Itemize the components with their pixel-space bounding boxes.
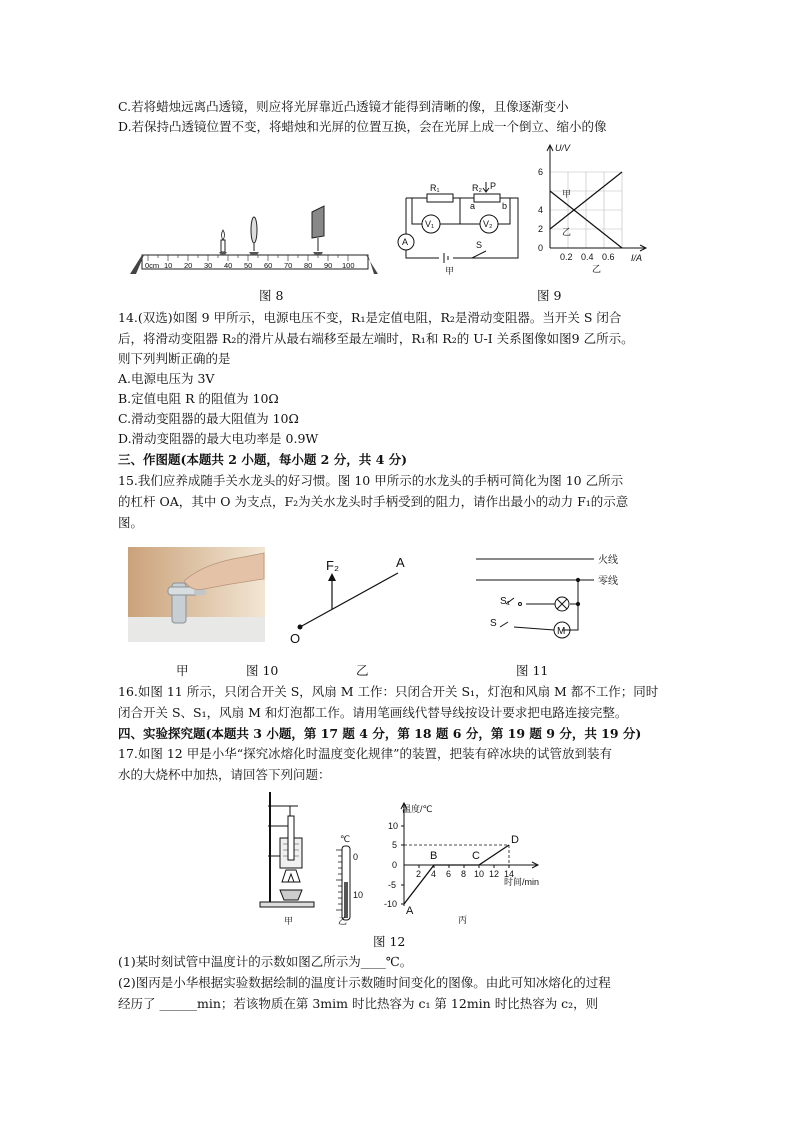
ruler-label: 90 (324, 261, 333, 270)
x-tick: 0.4 (581, 252, 594, 262)
ruler-label: 100 (342, 261, 355, 270)
point-o-label: O (290, 631, 301, 645)
ruler-label: 40 (224, 261, 233, 270)
point-d: D (511, 834, 519, 846)
switch-label: S (476, 240, 483, 250)
q14-option-b: B.定值电阻 R 的阻值为 10Ω (118, 391, 279, 406)
ammeter-label: A (402, 237, 409, 247)
r1-label: R₁ (430, 183, 440, 193)
ruler-label: 30 (204, 261, 213, 270)
b-label: b (502, 201, 508, 211)
fig10-left-label: 甲 (176, 663, 189, 678)
q17-sub-1: (1)某时刻试管中温度计的示数如图乙所示为____℃。 (118, 954, 413, 969)
figure-12-chart (378, 796, 548, 931)
y-tick: 4 (538, 205, 544, 215)
x-tick: 14 (504, 869, 515, 879)
section-4-heading: 四、实验探究题(本题共 3 小题，第 17 题 4 分，第 18 题 6 分，第 19 题 9 分，共 19 分) (118, 726, 642, 741)
q17-sub-2: (2)图丙是小华根据实验数据绘制的温度计示数随时间变化的图像。由此可知冰熔化的过程 (118, 975, 611, 990)
s-label: S (490, 618, 497, 629)
figure-9-caption: 图 9 (537, 288, 562, 303)
figure-11-circuit (470, 548, 640, 640)
y-tick: 2 (538, 224, 544, 234)
fig12-yi-label: 乙 (338, 916, 348, 926)
a-label: a (470, 201, 476, 211)
f2-label: F₂ (326, 558, 339, 573)
motor-label: M (557, 626, 566, 637)
graph-sublabel: 乙 (592, 264, 602, 274)
thermometer-10: 10 (353, 890, 364, 900)
q14-line: 则下列判断正确的是 (118, 351, 231, 366)
y-tick: 6 (538, 167, 544, 177)
fig12-bing-label: 丙 (458, 915, 468, 925)
ruler-label: 70 (284, 261, 293, 270)
lens-icon (249, 217, 259, 255)
figure-10-caption: 图 10 (246, 663, 279, 678)
x-tick: 4 (431, 869, 437, 879)
option-d: D.若保持凸透镜位置不变，将蜡烛和光屏的位置互换，会在光屏上成一个倒立、缩小的像 (118, 119, 607, 134)
x-tick: 0.2 (560, 252, 573, 262)
q14-option-a: A.电源电压为 3V (118, 371, 215, 386)
y-tick: -5 (388, 880, 397, 890)
x-tick: 0.6 (602, 252, 615, 262)
fig12-jia-label: 甲 (284, 916, 294, 926)
y-tick: 5 (392, 840, 398, 850)
x-tick: 12 (489, 869, 500, 879)
y-tick: 0 (392, 860, 398, 870)
ruler-label: 20 (184, 261, 193, 270)
s1-label: S₁ (500, 596, 511, 607)
x-tick: 6 (446, 869, 452, 879)
q14-line: 14.(双选)如图 9 甲所示，电源电压不变，R₁是定值电阻，R₂是滑动变阻器。当开关 S 闭合 (118, 310, 622, 325)
q14-line: 后，将滑动变阻器 R₂的滑片从最右端移至最左端时，R₁和 R₂的 U-I 关系图像如图9 乙所示。 (118, 331, 634, 346)
line-jia-label: 甲 (562, 189, 572, 199)
ruler-label: 80 (304, 261, 313, 270)
y-tick: -10 (384, 899, 398, 909)
x-axis-label: I/A (631, 253, 643, 263)
figure-12-apparatus (250, 786, 370, 930)
option-c: C.若将蜡烛远离凸透镜，则应将光屏靠近凸透镜才能得到清晰的像，且像逐渐变小 (118, 99, 569, 114)
neutral-wire-label: 零线 (598, 576, 618, 587)
figure-11-caption: 图 11 (516, 663, 549, 678)
x-tick: 2 (416, 869, 422, 879)
ruler-label: 60 (264, 261, 273, 270)
section-3-heading: 三、作图题(本题共 2 小题，每小题 2 分，共 4 分) (118, 452, 408, 467)
q17-line: 水的大烧杯中加热，请回答下列问题： (118, 767, 331, 782)
thermometer-unit: ℃ (340, 834, 351, 844)
candle-icon (219, 230, 227, 255)
r2-label: R₂ (472, 183, 482, 193)
q14-option-d: D.滑动变阻器的最大电功率是 0.9W (118, 431, 319, 446)
x-tick: 8 (461, 869, 467, 879)
y-tick: 0 (538, 243, 544, 253)
faucet-photo (128, 547, 265, 642)
q14-option-c: C.滑动变阻器的最大阻值为 10Ω (118, 411, 299, 426)
point-a-label: A (396, 555, 405, 570)
point-a: A (406, 905, 414, 917)
q17-sub-2-cont: 经历了 ______min；若该物质在第 3mim 时比热容为 c₁ 第 12min 时比热容为 c₂，则 (118, 996, 599, 1011)
q16-line: 闭合开关 S、S₁，风扇 M 和灯泡都工作。请用笔画线代替导线按设计要求把电路连接完整。 (118, 705, 628, 720)
v1-label: V₁ (425, 219, 435, 229)
q15-line: 图。 (118, 515, 144, 530)
fig10-right-label: 乙 (356, 663, 369, 678)
figure-12-caption: 图 12 (373, 934, 406, 949)
q15-line: 15.我们应养成随手关水龙头的好习惯。图 10 甲所示的水龙头的手柄可简化为图 10 乙所示 (118, 473, 624, 488)
y-axis-label: U/V (555, 143, 571, 153)
line-yi-label: 乙 (562, 227, 572, 237)
q15-line: 的杠杆 OA，其中 O 为支点，F₂为关水龙头时手柄受到的阻力，请作出最小的动力 F₁的示意 (118, 494, 629, 509)
y-tick: 10 (388, 821, 399, 831)
ruler-label: 0cm (145, 261, 160, 270)
screen-icon (312, 206, 324, 255)
figure-8-optical-bench (128, 200, 380, 280)
q17-line: 17.如图 12 甲是小华“探究冰熔化时温度变化规律”的装置，把装有碎冰块的试管放到装有 (118, 746, 613, 761)
point-c: C (472, 850, 480, 862)
ruler-label: 50 (244, 261, 253, 270)
figure-10-lever (282, 553, 422, 645)
point-b: B (430, 850, 438, 862)
v2-label: V₂ (483, 219, 493, 229)
figure-9-ui-graph (528, 140, 658, 275)
chart-xlabel: 时间/min (504, 877, 540, 887)
p-label: P (490, 181, 497, 191)
ruler-label: 10 (164, 261, 173, 270)
circuit-sublabel: 甲 (445, 266, 455, 276)
chart-ylabel: 温度/℃ (402, 804, 433, 814)
thermometer-0: 0 (353, 852, 359, 862)
x-tick: 10 (474, 869, 485, 879)
q16-line: 16.如图 11 所示，只闭合开关 S，风扇 M 工作：只闭合开关 S₁，灯泡和风扇 M 都不工作；同时 (118, 684, 659, 699)
figure-9-circuit (392, 178, 524, 278)
live-wire-label: 火线 (598, 555, 618, 566)
figure-8-caption: 图 8 (259, 288, 284, 303)
